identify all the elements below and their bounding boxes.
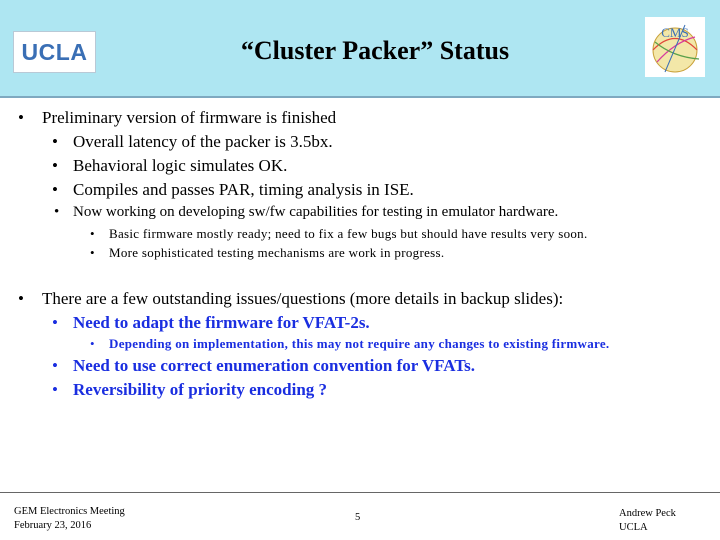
section1-subitem: More sophisticated testing mechanisms are work in progress.: [109, 245, 445, 260]
section2-item: Need to adapt the firmware for VFAT-2s.: [73, 313, 370, 332]
slide-title: “Cluster Packer” Status: [240, 36, 510, 65]
section1-subheading: Now working on developing sw/fw capabilities for testing in emulator hardware.: [73, 204, 559, 220]
footer-date: February 23, 2016: [14, 520, 92, 531]
footer-meeting-name: GEM Electronics Meeting: [14, 506, 125, 517]
bullet-icon: •: [54, 204, 60, 220]
section2-heading: There are a few outstanding issues/questions (more details in backup slides):: [42, 289, 564, 308]
bullet-icon: •: [90, 245, 95, 260]
bullet-icon: •: [52, 313, 58, 332]
section1-item: Compiles and passes PAR, timing analysis in ISE.: [73, 180, 414, 199]
footer-author-info: [619, 507, 676, 535]
section1-subitem: Basic firmware mostly ready; need to fix a few bugs but should have results very soon.: [109, 226, 588, 241]
bullet-icon: •: [52, 156, 58, 175]
section2-item: Need to use correct enumeration convention for VFATs.: [73, 356, 475, 375]
section2-item: Reversibility of priority encoding ?: [73, 380, 328, 399]
page-number: 5: [355, 512, 361, 523]
footer-author: Andrew Peck: [619, 508, 676, 519]
footer-meeting-info: [14, 505, 125, 533]
bullet-icon: •: [18, 108, 24, 127]
section1-item: Overall latency of the packer is 3.5bx.: [73, 132, 333, 151]
bullet-icon: •: [52, 356, 58, 375]
bullet-icon: •: [18, 289, 24, 308]
bullet-icon: •: [90, 226, 95, 241]
bullet-icon: •: [90, 336, 95, 351]
section2-subitem: Depending on implementation, this may not require any changes to existing firmware.: [109, 336, 610, 351]
section1-heading: Preliminary version of firmware is finished: [42, 108, 337, 127]
bullet-icon: •: [52, 132, 58, 151]
ucla-logo-text: UCLA: [21, 38, 88, 65]
bullet-icon: •: [52, 380, 58, 399]
cms-logo-text: CMS: [661, 25, 689, 40]
footer-divider: [0, 492, 720, 493]
bullet-icon: •: [52, 180, 58, 199]
section1-item: Behavioral logic simulates OK.: [73, 156, 288, 175]
footer-affiliation: UCLA: [619, 522, 648, 533]
